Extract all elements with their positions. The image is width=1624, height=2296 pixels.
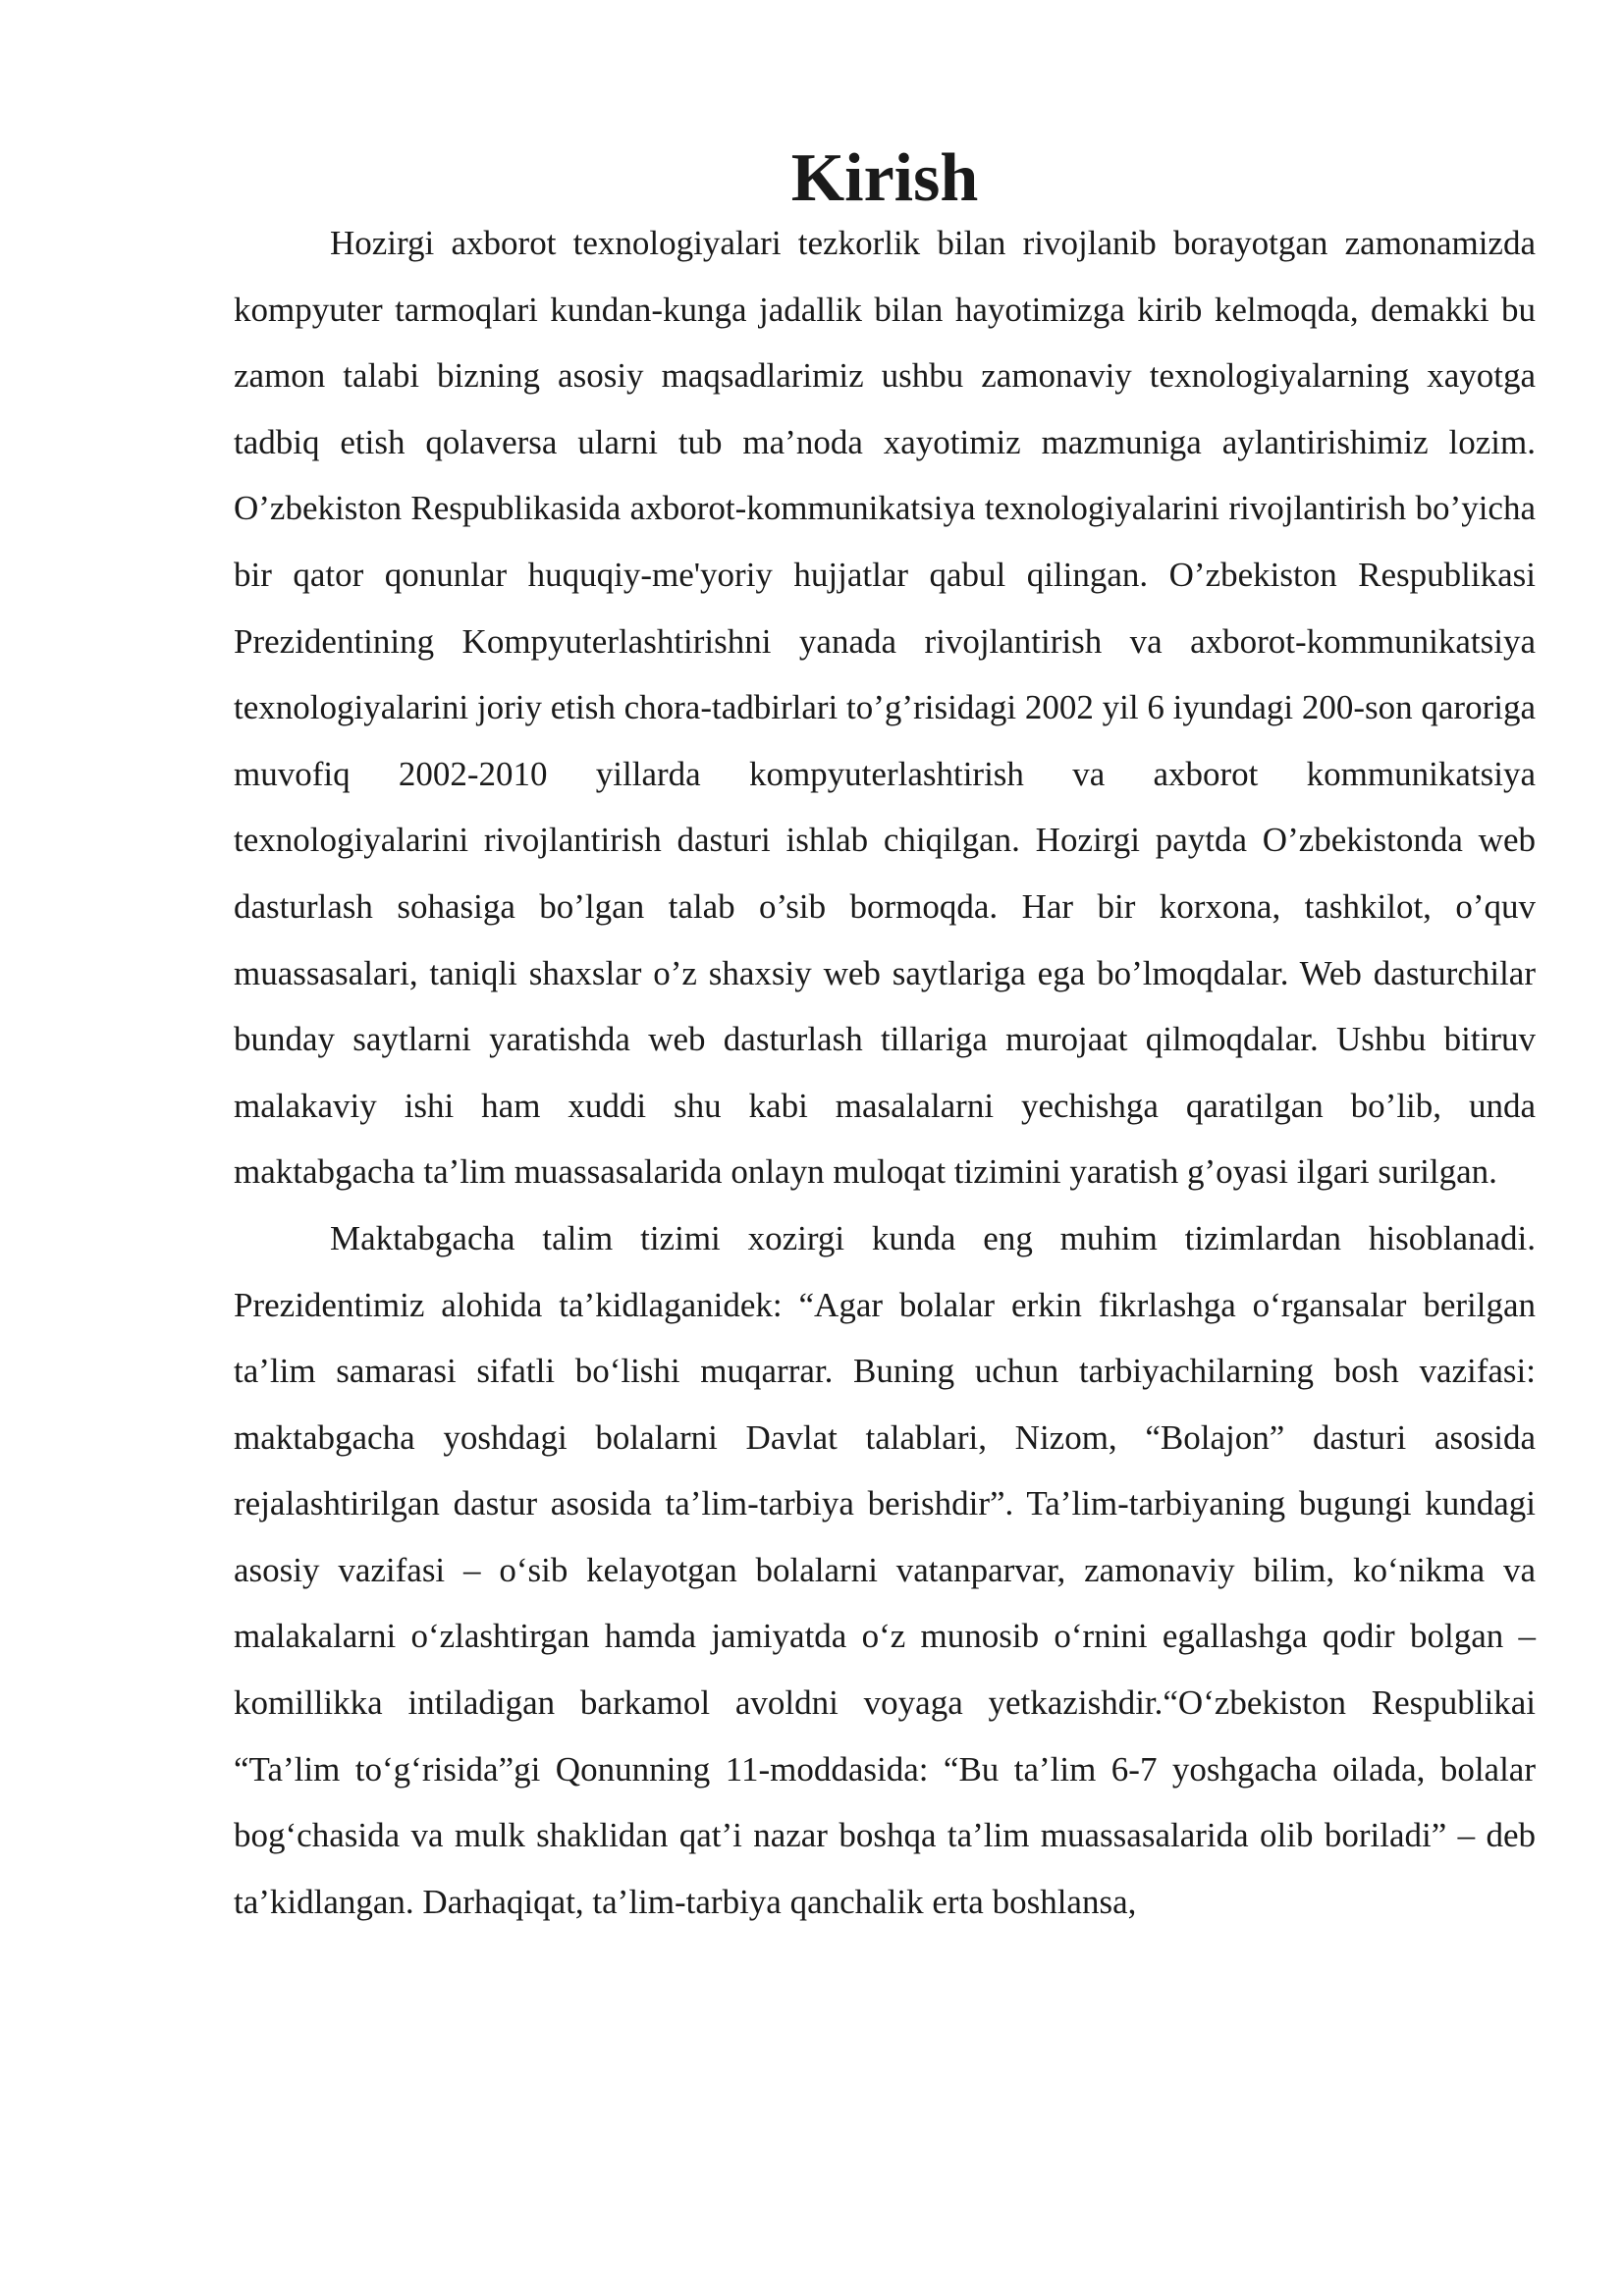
paragraph-1: Hozirgi axborot texnologiyalari tezkorlik bilan rivojlanib borayotgan zamonamizda kompyuter tarmoqlari kundan-kunga jadallik bilan hayotimizga kirib kelmoqda, demakki bu zamon talabi bizning asosiy maqsadlarimiz ushbu zamonaviy texnologiyalarning xayotga tadbiq etish qolaversa ularni tub ma’noda xayotimiz mazmuniga aylantirishimiz lozim. O’zbekiston Respublikasida axborot-kommunikatsiya texnologiyalarini rivojlantirish bo’yicha bir qator qonunlar huquqiy-me'yoriy hujjatlar qabul qilingan. O’zbekiston Respublikasi Prezidentining Kompyuterlashtirishni yanada rivojlantirish va axborot-kommunikatsiya texnologiyalarini joriy etish chora-tadbirlari to’g’risidagi 2002 yil 6 iyundagi 200-son qaroriga muvofiq 2002-2010 yillarda kompyuterlashtirish va axborot kommunikatsiya texnologiyalarini rivojlantirish dasturi ishlab chiqilgan. Hozirgi paytda O’zbekistonda web dasturlash sohasiga bo’lgan talab o’sib bormoqda. Har bir korxona, tashkilot, o’quv muassasalari, taniqli shaxslar o’z shaxsiy web saytlariga ega bo’lmoqdalar. Web dasturchilar bunday saytlarni yaratishda web dasturlash tillariga murojaat qilmoqdalar. Ushbu bitiruv malakaviy ishi ham xuddi shu kabi masalalarni yechishga qaratilgan bo’lib, unda maktabgacha ta’lim muassasalarida onlayn muloqat tizimini yaratish g’oyasi ilgari surilgan. <box>234 224 1536 1192</box>
document-page <box>234 140 1536 1935</box>
document-title: Kirish <box>790 140 979 216</box>
paragraph-2: Maktabgacha talim tizimi xozirgi kunda eng muhim tizimlardan hisoblanadi. Prezidentimiz alohida ta’kidlaganidek: “Agar bolalar erkin fikrlashga o‘rgansalar berilgan ta’lim samarasi sifatli bo‘lishi muqarrar. Buning uchun tarbiyachilarning bosh vazifasi: maktabgacha yoshdagi bolalarni Davlat talablari, Nizom, “Bolajon” dasturi asosida rejalashtirilgan dastur asosida ta’lim-tarbiya berishdir”. Ta’lim-tarbiyaning bugungi kundagi asosiy vazifasi – o‘sib kelayotgan bolalarni vatanparvar, zamonaviy bilim, ko‘nikma va malakalarni o‘zlashtirgan hamda jamiyatda o‘z munosib o‘rnini egallashga qodir bolgan – komillikka intiladigan barkamol avoldni voyaga yetkazishdir.“O‘zbekiston Respublikai “Ta’lim to‘g‘risida”gi Qonunning 11-moddasida: “Bu ta’lim 6-7 yoshgacha oilada, bolalar bog‘chasida va mulk shaklidan qat’i nazar boshqa ta’lim muassasalarida olib boriladi” – deb ta’kidlangan. Darhaqiqat, ta’lim-tarbiya qanchalik erta boshlansa, <box>234 1218 1536 1921</box>
